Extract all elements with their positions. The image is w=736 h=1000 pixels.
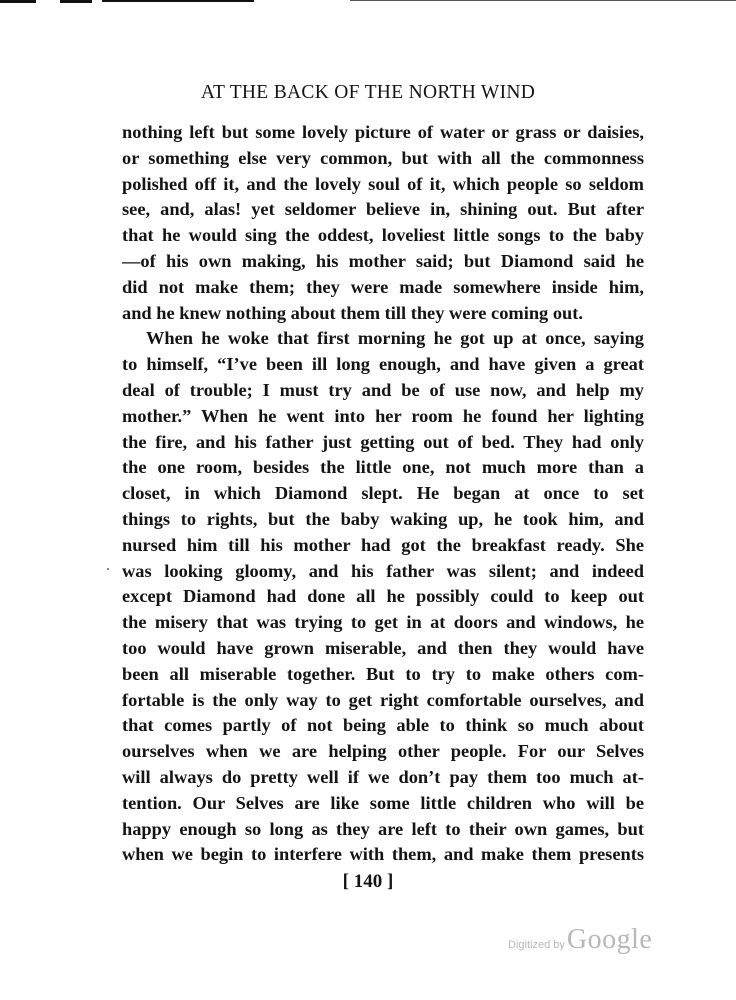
running-header: AT THE BACK OF THE NORTH WIND (200, 82, 536, 103)
text-line: deal of trouble; I must try and be of use now, and help my (122, 379, 644, 400)
page-number: [ 140 ] (342, 871, 394, 892)
text-line: things to rights, but the baby waking up, he took him, and (122, 508, 644, 529)
text-line: —of his own making, his mother said; but Diamond said he (122, 250, 644, 271)
watermark-brand: Google (566, 924, 653, 955)
text-line: closet, in which Diamond slept. He began at once to set (122, 483, 644, 504)
text-line: that comes partly of not being able to think so much about (122, 715, 644, 736)
text-line: see, and, alas! yet seldomer believe in, shining out. But after (122, 199, 644, 220)
scan-edge-mark (0, 0, 36, 3)
scan-speck (107, 568, 109, 570)
scan-edge-mark (350, 0, 736, 1)
text-line: nothing left but some lovely picture of water or grass or daisies, (122, 122, 644, 142)
text-line: been all miserable together. But to try to make others com- (122, 663, 644, 684)
body-text (122, 120, 644, 868)
text-line: mother.” When he went into her room he found her lighting (122, 405, 644, 426)
digitized-watermark (508, 924, 652, 956)
text-line: that he would sing the oddest, loveliest little songs to the baby (122, 225, 644, 246)
text-line: When he woke that first morning he got up at once, saying (146, 328, 644, 349)
text-line: the one room, besides the little one, not much more than a (122, 457, 644, 478)
text-line: tention. Our Selves are like some little children who will be (122, 792, 644, 813)
text-line: except Diamond had done all he possibly could to keep out (122, 586, 644, 607)
text-line: will always do pretty well if we don’t pay them too much at- (122, 766, 644, 787)
text-line: fortable is the only way to get right comfortable ourselves, and (122, 689, 644, 710)
scan-edge-mark (60, 0, 92, 3)
text-line: the fire, and his father just getting out of bed. They had only (122, 431, 644, 452)
scan-edge-mark (102, 0, 254, 2)
text-line: and he knew nothing about them till they were coming out. (122, 302, 583, 323)
text-line: when we begin to interfere with them, and make them presents (122, 844, 644, 865)
text-line: polished off it, and the lovely soul of it, which people so seldom (122, 173, 644, 194)
text-line: was looking gloomy, and his father was silent; and indeed (122, 560, 644, 581)
text-line: the misery that was trying to get in at doors and windows, he (122, 612, 644, 633)
text-line: too would have grown miserable, and then they would have (122, 637, 644, 658)
text-line: or something else very common, but with all the commonness (122, 147, 644, 168)
text-line: did not make them; they were made somewhere inside him, (122, 276, 644, 297)
watermark-prefix: Digitized by (508, 939, 565, 951)
text-line: ourselves when we are helping other people. For our Selves (122, 741, 644, 762)
text-line: nursed him till his mother had got the breakfast ready. She (122, 534, 644, 555)
scan-top-edge (0, 0, 736, 14)
text-line: happy enough so long as they are left to their own games, but (122, 818, 644, 839)
text-line: to himself, “I’ve been ill long enough, and have given a great (122, 354, 644, 375)
